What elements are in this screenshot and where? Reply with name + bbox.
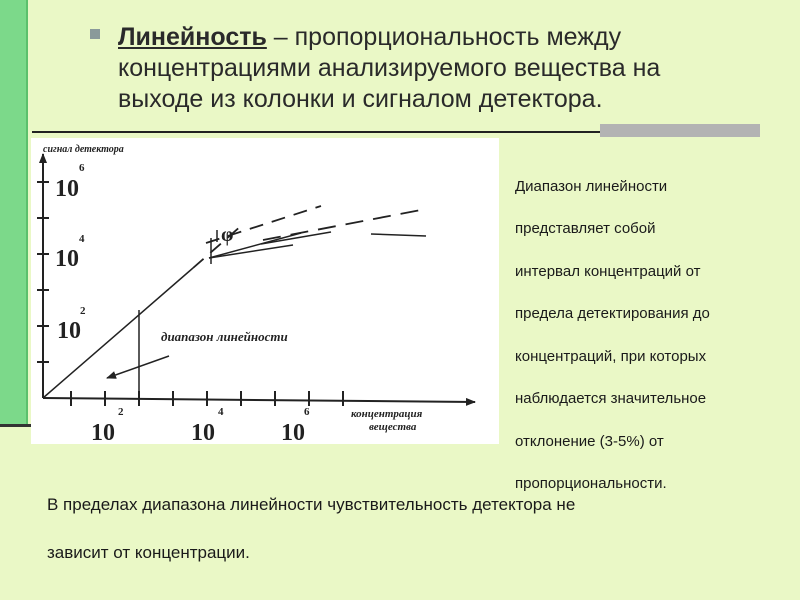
y-tick-label-exp: 6 (79, 162, 85, 174)
y-tick-label-base: 10 (57, 318, 81, 344)
description-line: концентраций, при которых (515, 348, 707, 365)
gray-accent-bar (600, 124, 760, 137)
x-tick-label-base: 10 (191, 420, 215, 444)
range-label: диапазон линейности (161, 329, 288, 344)
slide-title (118, 22, 718, 115)
title-rest: – пропорциональность между (266, 23, 622, 51)
x-tick-label-exp: 6 (304, 406, 310, 418)
x-tick-label-base: 10 (281, 420, 305, 444)
y-tick-label-exp: 2 (80, 305, 86, 317)
linearity-figure (31, 138, 499, 444)
left-accent-bar-edge (26, 0, 28, 424)
description-line: представляет собой (515, 220, 656, 237)
title-term: Линейность (118, 23, 267, 51)
angle-phi-symbol: φ (221, 224, 234, 246)
title-line-3: выходе из колонки и сигналом детектора. (118, 85, 603, 113)
y-tick-label-base: 10 (55, 176, 79, 202)
description-line: пропорциональности. (515, 475, 667, 492)
x-tick-label-exp: 2 (118, 406, 124, 418)
x-axis (43, 398, 475, 402)
description-line: Диапазон линейности (515, 178, 668, 195)
x-tick-label-exp: 4 (218, 406, 224, 418)
description-line: отклонение (3-5%) от (515, 433, 664, 450)
description-line: предела детектирования до (515, 305, 710, 322)
left-bottom-rule (0, 424, 32, 427)
range-arrow (107, 356, 169, 378)
description-line: наблюдается значительное (515, 390, 707, 407)
y-axis-label: сигнал детектора (43, 144, 124, 155)
y-tick-label-exp: 4 (79, 233, 85, 245)
x-tick-label-base: 10 (91, 420, 115, 444)
y-tick-label-base: 10 (55, 246, 79, 272)
bottom-statement-line-2: зависит от концентрации. (47, 543, 250, 562)
bottom-statement-line-1: В пределах диапазона линейности чувствительность детектора не (47, 495, 576, 514)
bullet-square-icon (90, 29, 100, 39)
x-axis-label-line1: концентрация (351, 408, 423, 420)
description-line: интервал концентраций от (515, 263, 701, 280)
left-accent-bar (0, 0, 26, 424)
linearity-diagram (31, 138, 499, 444)
x-axis-label-line2: вещества (369, 421, 417, 433)
deviation-line-4 (371, 234, 426, 236)
title-line-2: концентрациями анализируемого вещества на (118, 54, 661, 82)
